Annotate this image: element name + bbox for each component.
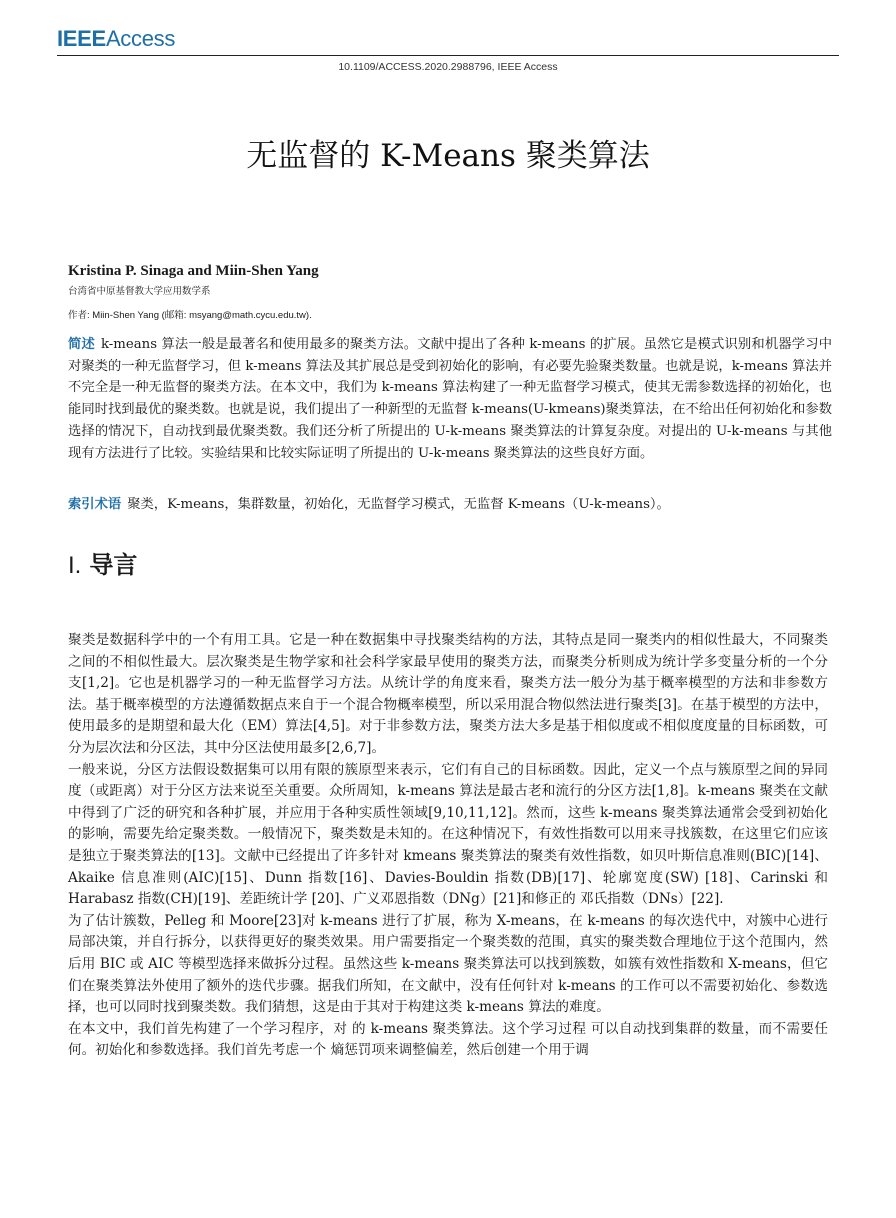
- abstract-label: 简述: [68, 337, 95, 352]
- logo-access-text: Access: [105, 26, 176, 51]
- keywords-text: 聚类，K-means，集群数量，初始化，无监督学习模式，无监督 K-means（U-k-means）。: [127, 497, 670, 512]
- body-text: [68, 630, 828, 1062]
- paragraph: 在本文中，我们首先构建了一个学习程序，对 的 k-means 聚类算法。这个学习过程 可以自动找到集群的数量，而不需要任何。初始化和参数选择。我们首先考虑一个 熵惩罚项来调整偏差，然后创建一个用于调: [68, 1020, 828, 1059]
- paragraph: 一般来说，分区方法假设数据集可以用有限的簇原型来表示，它们有自己的目标函数。因此，定义一个点与簇原型之间的异同度（或距离）对于分区方法来说至关重要。众所周知，k-means 算法是最古老和流行的分区方法[1,8]。k-means 聚类在文献中得到了广泛的研究和各种扩展，并应用于各种实质性领域[9,10,11,12]。然而，这些 k-means 聚类算法通常会受到初始化的影响，需要先给定聚类数。一般情况下，聚类数是未知的。在这种情况下，有效性指数可以用来寻找簇数，在这里它们应该是独立于聚类算法的[13]。文献中已经提出了许多针对 kmeans 聚类算法的聚类有效性指数，如贝叶斯信息准则(BIC)[14]、Akaike 信息准则(AIC)[15]、Dunn 指数[16]、Davies-Bouldin 指数(DB)[17]、轮廓宽度(SW) [18]、Carinski 和 Harabasz 指数(CH)[19]、差距统计学 [20]、广义邓恩指数（DNg）[21]和修正的 邓氏指数（DNs）[22].: [68, 761, 828, 908]
- abstract-text: k-means 算法一般是最著名和使用最多的聚类方法。文献中提出了各种 k-means 的扩展。虽然它是模式识别和机器学习中对聚类的一种无监督学习，但 k-means 算法及其扩展总是受到初始化的影响，有必要先验聚类数量。也就是说，k-means 算法并不完全是一种无监督的聚类方法。在本文中，我们为 k-means 算法构建了一种无监督学习模式，使其无需参数选择的初始化，也能同时找到最优的聚类数。也就是说，我们提出了一种新型的无监督 k-means(U-kmeans)聚类算法，在不给出任何初始化和参数选择的情况下，自动找到最优聚类数。我们还分析了所提出的 U-k-means 聚类算法的计算复杂度。对提出的 U-k-means 与其他现有方法进行了比较。实验结果和比较实际证明了所提出的 U-k-means 聚类算法的这些良好方面。: [68, 337, 833, 461]
- keywords-label: 索引术语: [68, 497, 122, 512]
- index-terms: [68, 493, 832, 512]
- section-heading: [68, 545, 137, 580]
- corresponding-author: 作者: Miin-Shen Yang (邮箱: msyang@math.cycu.edu.tw).: [68, 310, 312, 321]
- author-list: Kristina P. Sinaga and Miin-Shen Yang: [68, 263, 319, 279]
- abstract: [68, 334, 832, 464]
- section-number: I.: [68, 552, 82, 579]
- ieee-access-logo[interactable]: [57, 26, 175, 52]
- paragraph: 为了估计簇数，Pelleg 和 Moore[23]对 k-means 进行了扩展，称为 X-means，在 k-means 的每次迭代中，对簇中心进行局部决策，并自行拆分，以获得更好的聚类效果。用户需要指定一个聚类数的范围，真实的聚类数合理地位于这个范围内，然后用 BIC 或 AIC 等模型选择来做拆分过程。虽然这些 k-means 聚类算法可以找到簇数，如簇有效性指数和 X-means，但它们在聚类算法外使用了额外的迭代步骤。据我们所知，在文献中，没有任何针对 k-means 的工作可以不需要初始化、参数选择，也可以同时找到聚类数。我们猜想，这是由于其对于构建这类 k-means 算法的难度。: [68, 912, 828, 1016]
- paragraph: 聚类是数据科学中的一个有用工具。它是一种在数据集中寻找聚类结构的方法，其特点是同一聚类内的相似性最大，不同聚类之间的不相似性最大。层次聚类是生物学家和社会科学家最早使用的聚类方法，而聚类分析则成为统计学多变量分析的一个分支[1,2]。它也是机器学习的一种无监督学习方法。从统计学的角度来看，聚类方法一般分为基于概率模型的方法和非参数方法。基于概率模型的方法遵循数据点来自于一个混合物概率模型，所以采用混合物似然法进行聚类[3]。在基于模型的方法中，使用最多的是期望和最大化（EM）算法[4,5]。对于非参数方法，聚类方法大多是基于相似度或不相似度度量的目标函数，可分为层次法和分区法，其中分区法使用最多[2,6,7]。: [68, 632, 828, 756]
- paper-title: 无监督的 K-Means 聚类算法: [246, 138, 650, 174]
- affiliation: 台湾省中原基督教大学应用数学系: [68, 286, 211, 297]
- section-title: 导言: [89, 551, 138, 579]
- header-rule: [57, 55, 839, 56]
- doi-line[interactable]: 10.1109/ACCESS.2020.2988796, IEEE Access: [338, 61, 558, 73]
- logo-ieee-text: IEEE: [57, 26, 106, 51]
